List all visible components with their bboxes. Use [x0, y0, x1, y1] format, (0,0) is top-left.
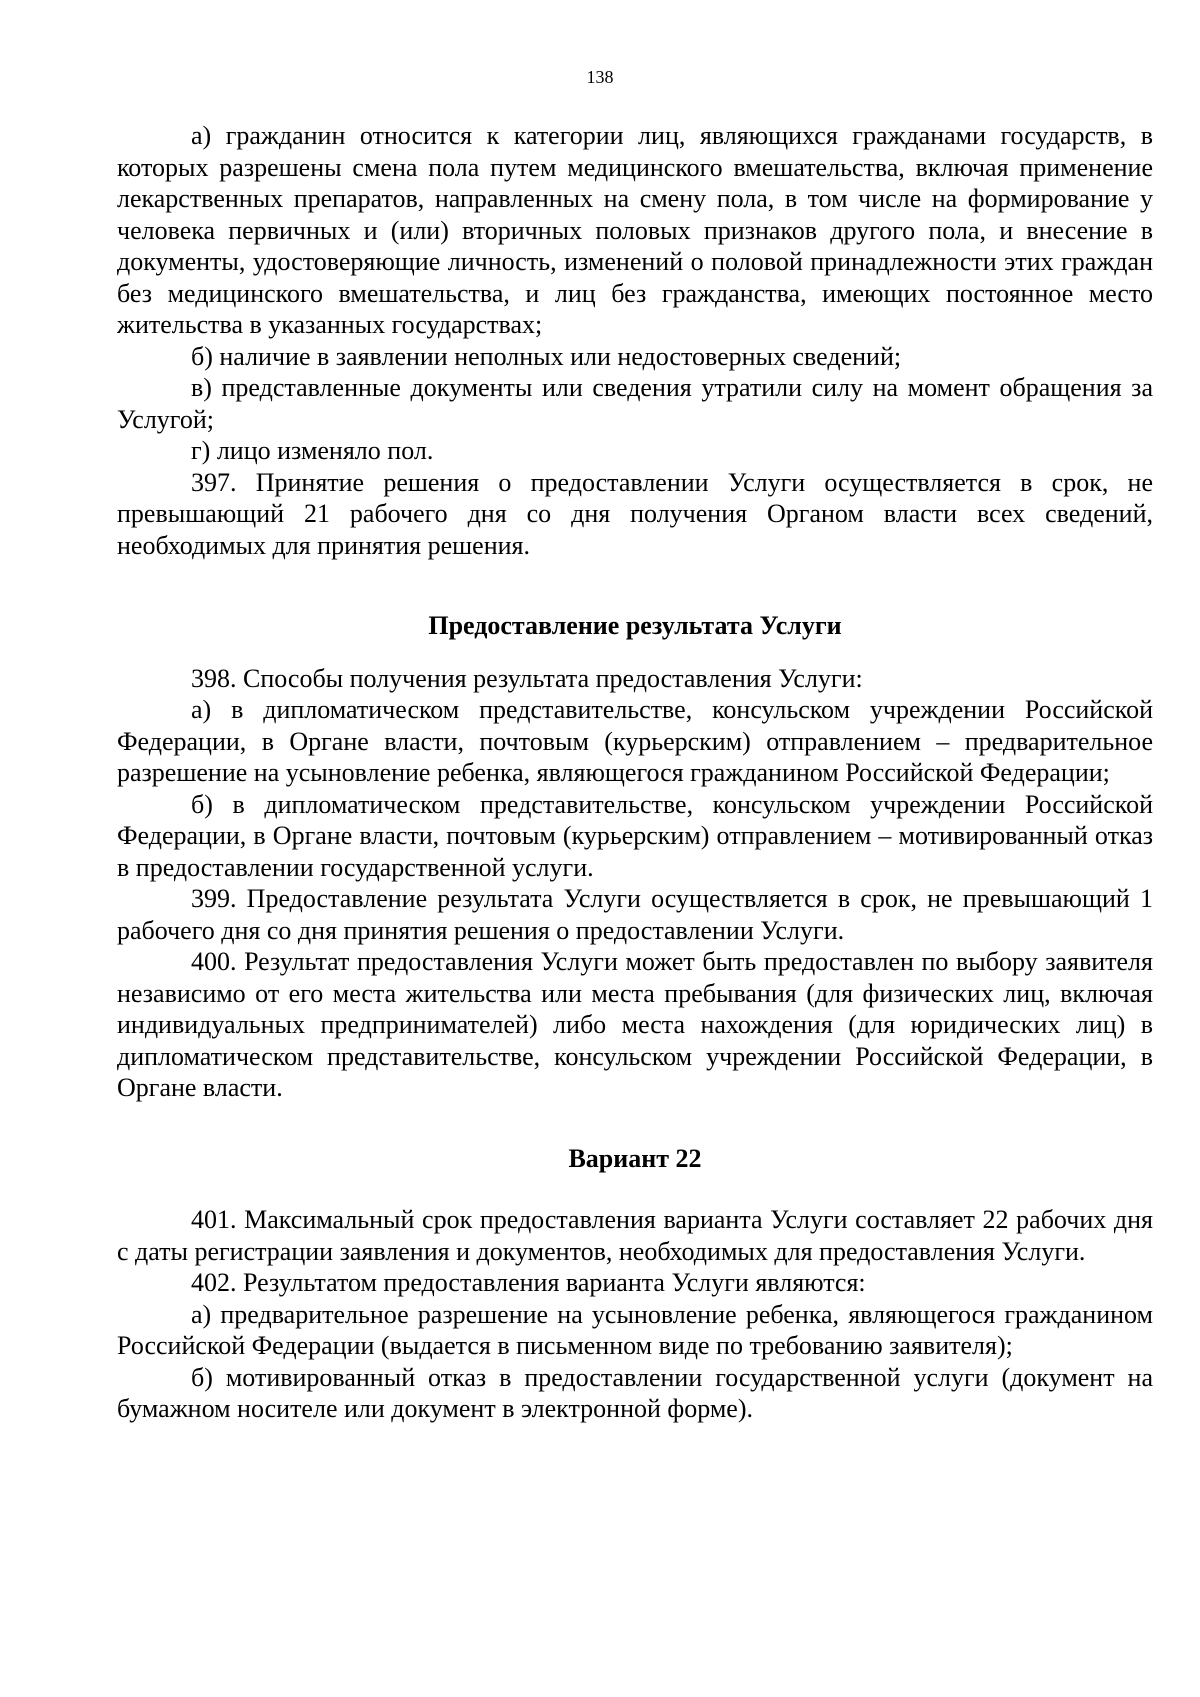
paragraph: 398. Способы получения результата предоставления Услуги: — [191, 663, 863, 693]
paragraph: г) лицо изменяло пол. — [191, 436, 434, 465]
document-body — [117, 120, 1153, 1425]
paragraph: 402. Результатом предоставления варианта Услуги являются: — [191, 1268, 866, 1297]
paragraph: б) мотивированный отказ в предоставлении государственной услуги (документ на бумажном носителе или документ в электронной форме). — [117, 1362, 1153, 1423]
section-heading: Предоставление результата Услуги — [428, 611, 842, 640]
page-number: 138 — [586, 67, 614, 87]
paragraph: 400. Результат предоставления Услуги может быть предоставлен по выбору заявителя независимо от его места жительства или места пребывания (для физических лиц, включая индивидуальных предпринимателей) либо места нахождения (для юридических лиц) в дипломатическом представительстве, консульском учреждении Российской Федерации, в Органе власти. — [117, 947, 1153, 1102]
section-heading: Вариант 22 — [568, 1143, 702, 1173]
paragraph: в) представленные документы или сведения утратили силу на момент обращения за Услугой; — [117, 373, 1153, 434]
paragraph: 401. Максимальный срок предоставления варианта Услуги составляет 22 рабочих дня с даты регистрации заявления и документов, необходимых для предоставления Услуги. — [117, 1205, 1153, 1266]
paragraph: а) в дипломатическом представительстве, консульском учреждении Российской Федерации, в Органе власти, почтовым (курьерским) отправлением – предварительное разрешение на усыновление ребенка, являющегося гражданином Российской Федерации; — [117, 695, 1153, 787]
paragraph: б) в дипломатическом представительстве, консульском учреждении Российской Федерации, в Органе власти, почтовым (курьерским) отправлением – мотивированный отказ в предоставлении государственной услуги. — [117, 789, 1153, 882]
paragraph: а) гражданин относится к категории лиц, являющихся гражданами государств, в которых разрешены смена пола путем медицинского вмешательства, включая применение лекарственных препаратов, направленных на смену пола, в том числе на формирование у человека первичных и (или) вторичных половых признаков другого пола, и внесение в документы, удостоверяющие личность, изменений о половой принадлежности этих граждан без медицинского вмешательства, и лиц без гражданства, имеющих постоянное место жительства в указанных государствах; — [117, 121, 1153, 339]
paragraph: 397. Принятие решения о предоставлении Услуги осуществляется в срок, не превышающий 21 рабочего дня со дня получения Органом власти всех сведений, необходимых для принятия решения. — [117, 467, 1153, 560]
paragraph: а) предварительное разрешение на усыновление ребенка, являющегося гражданином Российской Федерации (выдается в письменном виде по требованию заявителя); — [117, 1299, 1153, 1360]
paragraph: б) наличие в заявлении неполных или недостоверных сведений; — [191, 341, 902, 371]
paragraph: 399. Предоставление результата Услуги осуществляется в срок, не превышающий 1 рабочего дня со дня принятия решения о предоставлении Услуги. — [117, 884, 1153, 945]
